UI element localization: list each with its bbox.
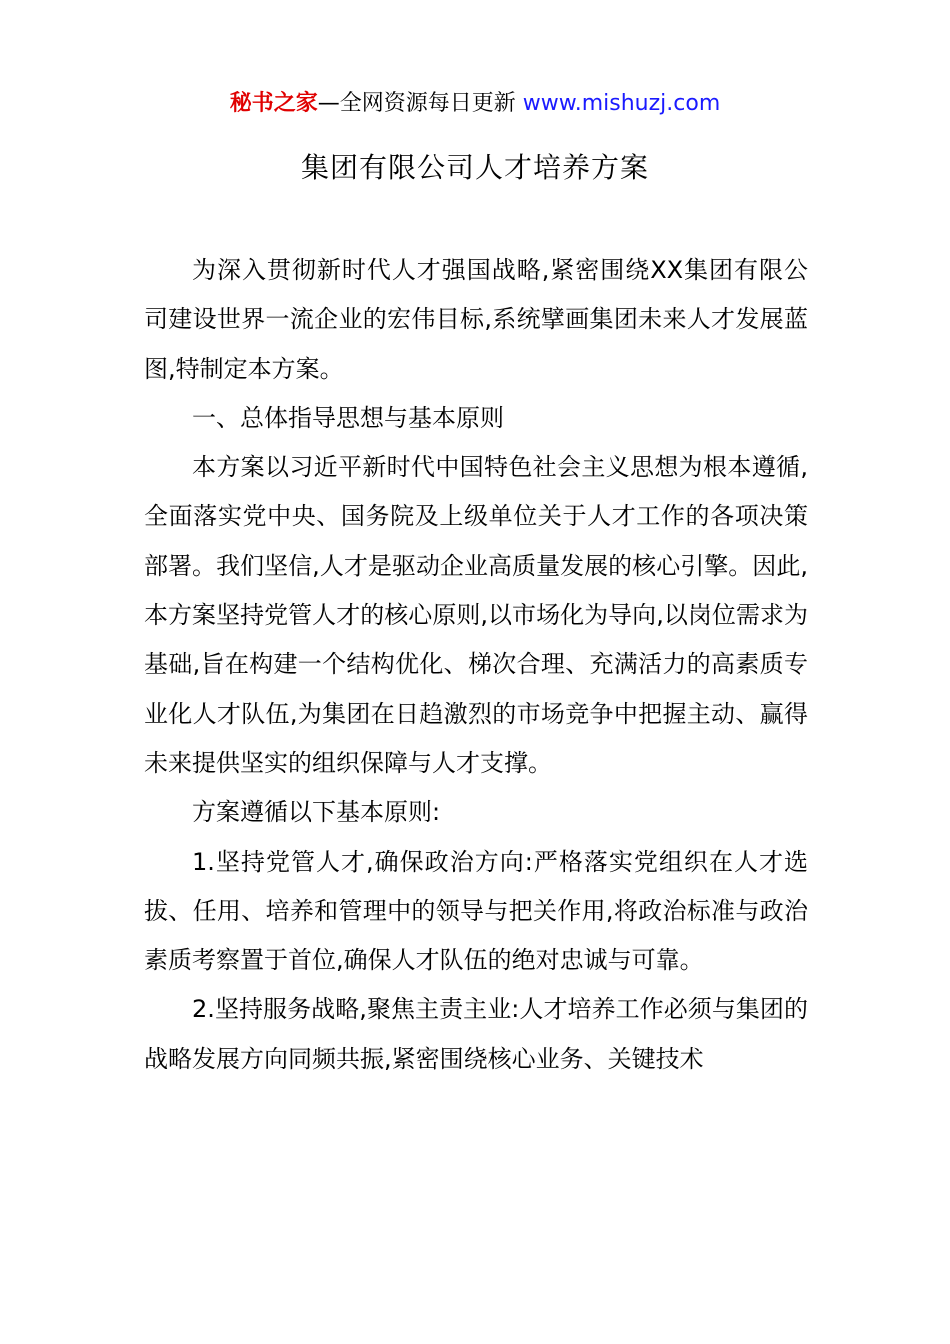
principles-intro-paragraph: 方案遵循以下基本原则: xyxy=(192,798,441,827)
intro-paragraph: 为深入贯彻新时代人才强国战略,紧密围绕XX集团有限公司建设世界一流企业的宏伟目标,系统擘画集团未来人才发展蓝图,特制定本方案。 xyxy=(144,256,808,383)
guiding-thought-paragraph: 本方案以习近平新时代中国特色社会主义思想为根本遵循,全面落实党中央、国务院及上级单位关于人才工作的各项决策部署。我们坚信,人才是驱动企业高质量发展的核心引擎。因此,本方案坚持党管人才的核心原则,以市场化为导向,以岗位需求为基础,旨在构建一个结构优化、梯次合理、充满活力的高素质专业化人才队伍,为集团在日趋激烈的市场竞争中把握主动、赢得未来提供坚实的组织保障与人才支撑。 xyxy=(144,453,808,777)
principle-2-paragraph: 2.坚持服务战略,聚焦主责主业:人才培养工作必须与集团的战略发展方向同频共振,紧密围绕核心业务、关键技术 xyxy=(144,995,808,1073)
brand-name: 秘书之家 xyxy=(229,91,318,116)
site-url-link[interactable]: www.mishuzj.com xyxy=(522,91,721,116)
site-header xyxy=(0,88,950,120)
header-tagline: —全网资源每日更新 xyxy=(317,91,523,116)
document-body xyxy=(144,246,808,1084)
section-heading: 一、总体指导思想与基本原则 xyxy=(192,403,504,432)
document-title: 集团有限公司人才培养方案 xyxy=(300,151,649,184)
principle-1-paragraph: 1.坚持党管人才,确保政治方向:严格落实党组织在人才选拔、任用、培养和管理中的领导与把关作用,将政治标准与政治素质考察置于首位,确保人才队伍的绝对忠诚与可靠。 xyxy=(144,847,808,975)
